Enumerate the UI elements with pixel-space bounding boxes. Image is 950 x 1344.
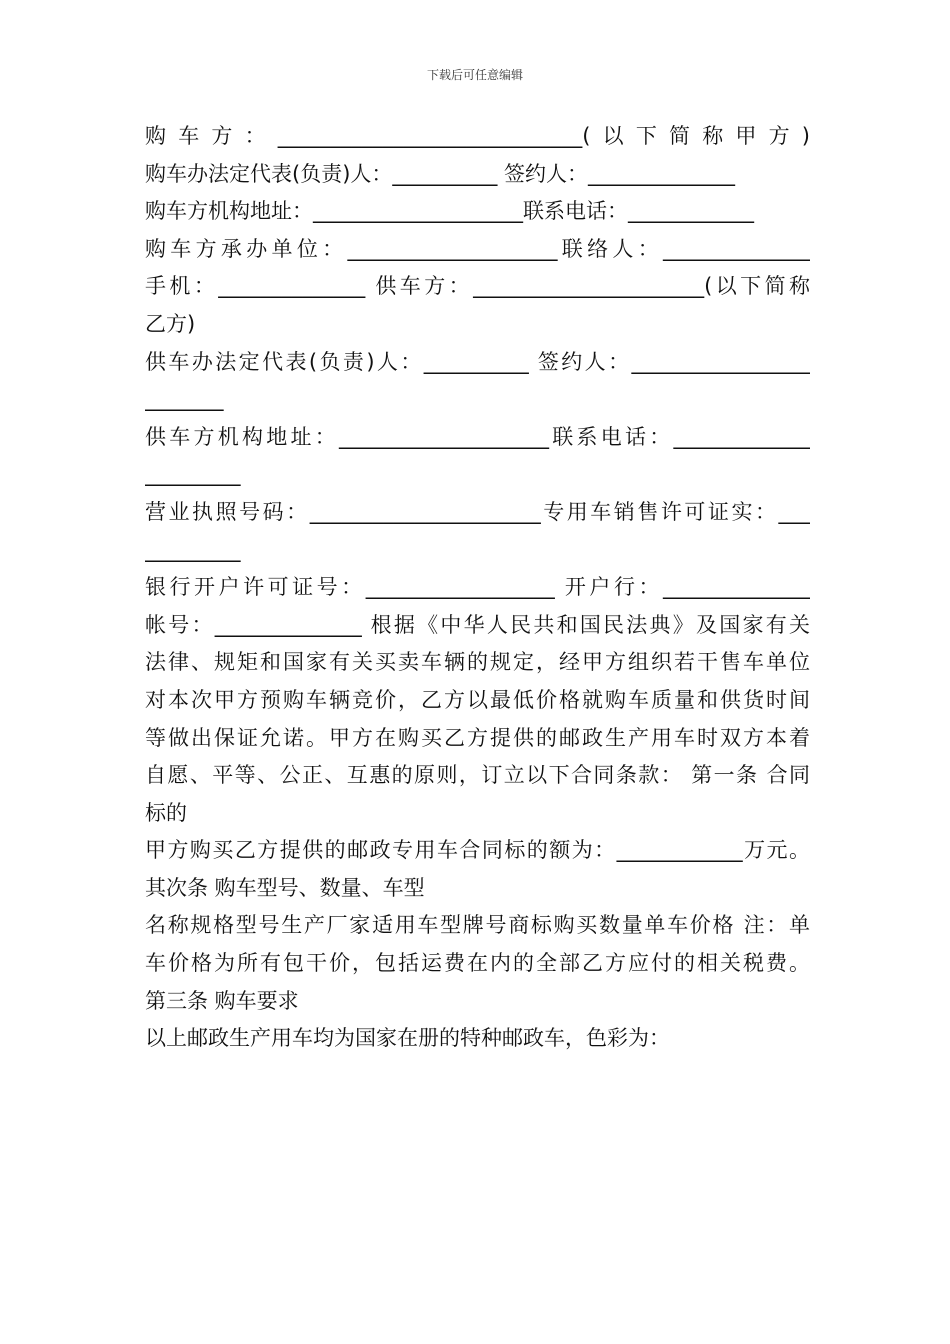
text-line: ___________	[145, 462, 239, 487]
text-line: 购车方承办单位：____________________联络人：______________	[145, 236, 810, 261]
text-line: 车价格为所有包干价，包括运费在内的全部乙方应付的相关税费。	[145, 951, 810, 976]
text-line: 帐号：______________ 根据《中华人民共和国民法典》及国家有关	[145, 612, 810, 637]
text-line: _________	[145, 387, 222, 412]
text-line: 供车办法定代表(负责)人：__________ 签约人：_________________	[145, 349, 810, 374]
text-line: 银行开户许可证号：__________________ 开户行：______________	[145, 575, 810, 600]
text-line: 甲方购买乙方提供的邮政专用车合同标的额为：____________万元。	[145, 838, 810, 863]
text-line: 法律、规矩和国家有关买卖车辆的规定，经甲方组织若干售车单位	[145, 650, 810, 675]
document-body	[145, 118, 810, 1058]
text-line: 购车方机构地址：____________________联系电话：____________	[145, 199, 754, 224]
text-line: 以上邮政生产用车均为国家在册的特种邮政车，色彩为：	[145, 1026, 670, 1051]
text-line: 供车方机构地址：____________________联系电话：_____________	[145, 424, 810, 449]
text-line: 名称规格型号生产厂家适用车型牌号商标购买数量单车价格 注：单	[145, 913, 810, 938]
text-line: 购车方：_____________________________(以下简称甲方)	[145, 124, 810, 148]
text-line: 购车办法定代表(负责)人：__________ 签约人：______________	[145, 161, 736, 186]
text-line: 营业执照号码：______________________专用车销售许可证实：___	[145, 499, 810, 524]
text-line: 自愿、平等、公正、互惠的原则，订立以下合同条款： 第一条 合同	[145, 763, 810, 788]
text-line: 第三条 购车要求	[145, 988, 299, 1013]
text-line: 等做出保证允诺。甲方在购买乙方提供的邮政生产用车时双方本着	[145, 725, 810, 750]
text-line: ___________	[145, 537, 239, 562]
text-line: 乙方)	[145, 311, 196, 336]
text-line: 标的	[145, 800, 187, 825]
page-header: 下载后可任意编辑	[426, 68, 523, 82]
text-line: 其次条 购车型号、数量、车型	[145, 875, 425, 900]
text-line: 手机：______________ 供车方：______________________(以下简称	[145, 274, 810, 299]
text-line: 对本次甲方预购车辆竞价，乙方以最低价格就购车质量和供货时间	[145, 687, 810, 712]
